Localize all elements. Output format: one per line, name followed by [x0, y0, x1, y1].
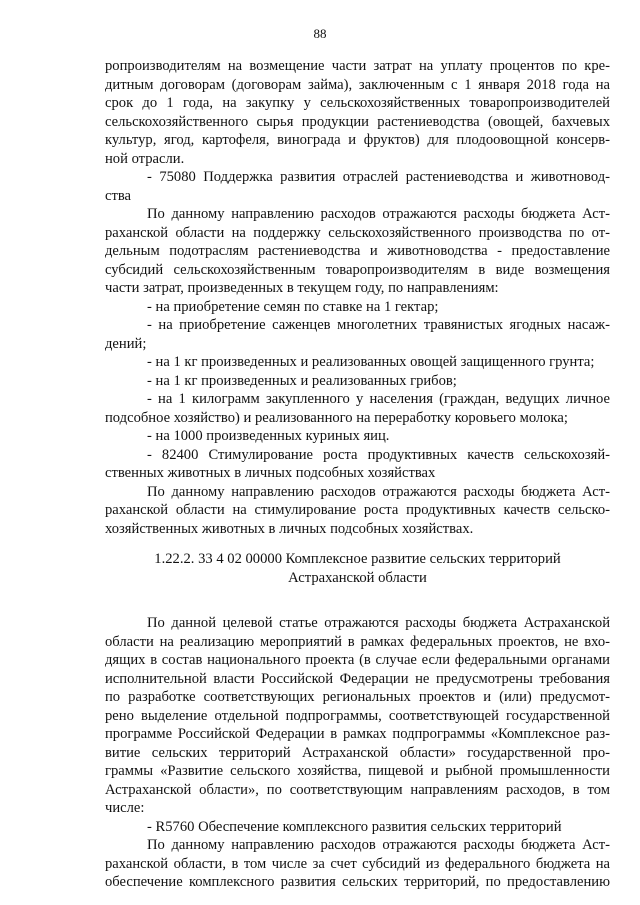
text-line: дельным подотраслям растениеводства и животноводства - предоставление	[105, 243, 610, 259]
list-item: - на 1 килограмм закупленного у населения (граждан, ведущих личное	[147, 391, 610, 407]
text-line: программе Российской Федерации в рамках подпрограммы «Комплексное раз-	[105, 726, 610, 742]
text-line: ственных животных в личных подсобных хозяйствах	[105, 465, 436, 481]
text-line: По данному направлению расходов отражаются расходы бюджета Аст-	[147, 206, 610, 222]
list-item-continuation: подсобное хозяйство) и реализованного на переработку коровьего молока;	[105, 409, 568, 426]
paragraph-82400-description	[105, 483, 610, 539]
text-line: раханской области, в том числе за счет субсидий из федерального бюджета на	[105, 855, 610, 872]
text-line: По данному направлению расходов отражаются расходы бюджета Аст-	[147, 837, 610, 853]
text-line: по разработке соответствующих региональных проектов и (или) предусмот-	[105, 689, 610, 705]
text-line: числе:	[105, 800, 145, 816]
text-line: обеспечение комплексного развития сельских территорий, по предоставлению	[105, 874, 610, 890]
paragraph-continuation	[105, 57, 610, 168]
text-line: хозяйственных животных в личных подсобных хозяйствах.	[105, 520, 474, 537]
spacer	[105, 538, 610, 550]
heading-line: Астраханской области	[288, 569, 427, 586]
heading-line: 1.22.2. 33 4 02 00000 Комплексное развитие сельских территорий	[154, 551, 561, 567]
expense-item-75080	[105, 168, 610, 205]
list-item: - на 1 кг произведенных и реализованных овощей защищенного грунта;	[147, 354, 595, 370]
text-line: По данному направлению расходов отражаются расходы бюджета Аст-	[147, 483, 610, 500]
text-line: рено выделение отдельной подпрограммы, соответствующей государственной	[105, 707, 610, 724]
text-line: субсидий сельскохозяйственным товаропроизводителям в виде возмещения	[105, 261, 610, 278]
text-line: ства	[105, 187, 132, 204]
text-line: витие сельских территорий Астраханской области» государственной про-	[105, 744, 610, 761]
list-item-continuation: дений;	[105, 335, 147, 352]
text-line: граммы «Развитие сельского хозяйства, пищевой и рыбной промышленности	[105, 763, 610, 779]
text-line: исполнительной власти Российской Федерации не предусмотрены требования	[105, 670, 610, 687]
text-line: срок до 1 года, на закупку у сельскохозяйственных товаропроизводителей	[105, 95, 610, 111]
expense-item-r5760	[105, 818, 610, 837]
list-item: - на 1 кг произведенных и реализованных грибов;	[147, 372, 457, 389]
text-line: сельскохозяйственного сырья продукции растениеводства (овощей, бахчевых	[105, 113, 610, 130]
text-line: ной отрасли.	[105, 150, 185, 167]
list-item: - на приобретение семян по ставке на 1 гектар;	[147, 298, 439, 315]
directions-list	[105, 298, 610, 446]
list-item: - на 1000 произведенных куриных яиц.	[147, 428, 390, 444]
spacer	[105, 587, 610, 614]
text-line: культур, ягод, картофеля, винограда и фруктов) для плодоовощной консерв-	[105, 132, 610, 148]
text-line: - R5760 Обеспечение комплексного развития сельских территорий	[147, 818, 562, 835]
text-line: По данной целевой статье отражаются расходы бюджета Астраханской	[147, 615, 610, 631]
text-line: - 82400 Стимулирование роста продуктивных качеств сельскохозяй-	[147, 446, 610, 463]
section-heading	[105, 550, 610, 587]
paragraph-75080-description	[105, 205, 610, 298]
text-line: Астраханской области», по соответствующим направлениям расходов, в том	[105, 781, 610, 798]
text-line: дящих в состав национального проекта (в случае если федеральными органами	[105, 652, 610, 668]
text-line: ропроизводителям на возмещение части затрат на уплату процентов по кре-	[105, 58, 610, 74]
text-line: раханской области на стимулирование роста продуктивных качеств сельско-	[105, 502, 610, 518]
expense-item-82400	[105, 446, 610, 483]
text-line: области на реализацию мероприятий в рамках федеральных проектов, не вхо-	[105, 633, 610, 650]
page-number: 88	[313, 26, 327, 41]
text-line: части затрат, произведенных в текущем году, по направлениям:	[105, 280, 499, 296]
paragraph-r5760-description	[105, 836, 610, 892]
page-content	[105, 57, 610, 892]
list-item: - на приобретение саженцев многолетних травянистых ягодных насаж-	[147, 317, 610, 333]
text-line: - 75080 Поддержка развития отраслей растениеводства и животновод-	[147, 169, 610, 185]
text-line: раханской области на поддержку сельскохозяйственного производства по от-	[105, 224, 610, 241]
paragraph-section-description	[105, 614, 610, 818]
text-line: дитным договорам (договорам займа), заключенным с 1 января 2018 года на	[105, 76, 610, 93]
